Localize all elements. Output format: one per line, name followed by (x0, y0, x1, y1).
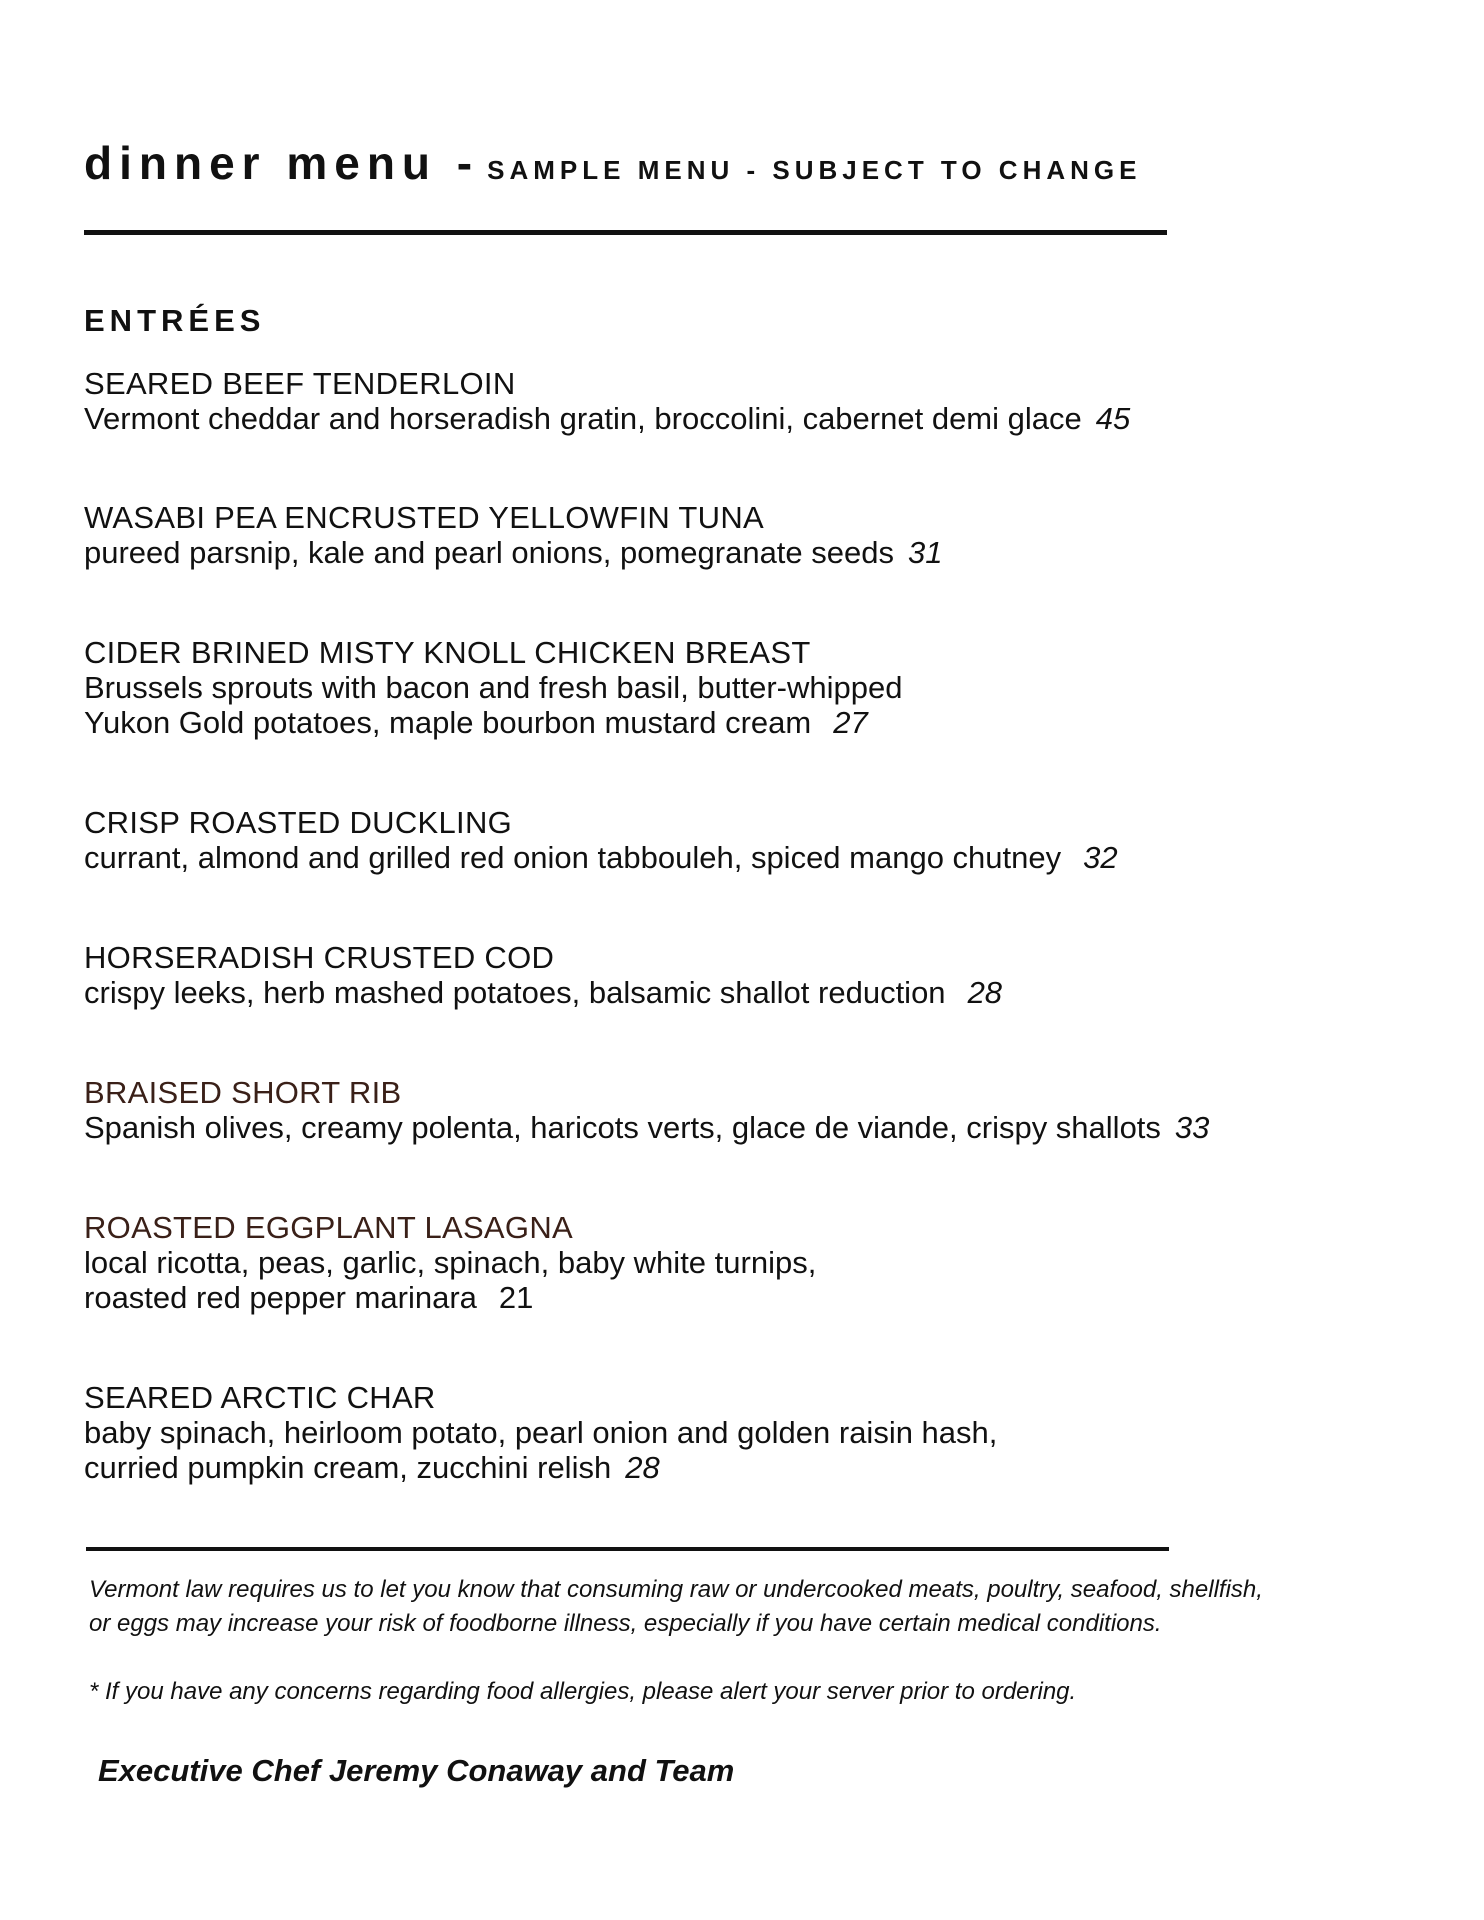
item-description-line2: Yukon Gold potatoes, maple bourbon mustard cream 27 (84, 705, 868, 740)
section-heading: ENTRÉES (84, 303, 266, 338)
law-notice-line1: Vermont law requires us to let you know that consuming raw or undercooked meats, poultry, seafood, shellfish, (89, 1576, 1263, 1603)
menu-item (84, 1210, 816, 1315)
menu-item (84, 1075, 1209, 1145)
item-name: SEARED ARCTIC CHAR (84, 1380, 436, 1415)
item-description: pureed parsnip, kale and pearl onions, pomegranate seeds 31 (84, 535, 943, 570)
item-description: crispy leeks, herb mashed potatoes, balsamic shallot reduction 28 (84, 975, 1003, 1010)
menu-item (84, 366, 1130, 436)
item-price: 27 (833, 705, 868, 740)
item-name: CIDER BRINED MISTY KNOLL CHICKEN BREAST (84, 635, 811, 670)
item-description: Spanish olives, creamy polenta, haricots verts, glace de viande, crispy shallots 33 (84, 1110, 1210, 1145)
menu-item (84, 1380, 997, 1485)
item-description-line2: roasted red pepper marinara 21 (84, 1280, 534, 1315)
item-price: 21 (498, 1280, 534, 1315)
item-description-line1: Brussels sprouts with bacon and fresh basil, butter-whipped (84, 670, 903, 705)
menu-item (84, 635, 903, 740)
chef-credit: Executive Chef Jeremy Conaway and Team (98, 1753, 735, 1788)
item-description-line2: curried pumpkin cream, zucchini relish 28 (84, 1450, 660, 1485)
menu-item (84, 940, 1002, 1010)
page-subtitle: SAMPLE MENU - SUBJECT TO CHANGE (487, 155, 1142, 185)
top-divider (84, 230, 1167, 235)
item-name: SEARED BEEF TENDERLOIN (84, 366, 516, 401)
item-description-line1: local ricotta, peas, garlic, spinach, baby white turnips, (84, 1245, 817, 1280)
item-name: WASABI PEA ENCRUSTED YELLOWFIN TUNA (84, 500, 765, 535)
menu-item (84, 805, 1118, 875)
item-name: HORSERADISH CRUSTED COD (84, 940, 555, 975)
law-notice (89, 1573, 1263, 1641)
law-notice-line2: or eggs may increase your risk of foodborne illness, especially if you have certain medical conditions. (89, 1610, 1162, 1637)
item-price: 32 (1083, 840, 1118, 875)
allergy-notice: * If you have any concerns regarding food allergies, please alert your server prior to ordering. (89, 1678, 1077, 1705)
bottom-divider (86, 1547, 1169, 1551)
item-description: currant, almond and grilled red onion tabbouleh, spiced mango chutney 32 (84, 840, 1118, 875)
item-price: 33 (1174, 1110, 1210, 1145)
item-name: CRISP ROASTED DUCKLING (84, 805, 513, 840)
item-name: ROASTED EGGPLANT LASAGNA (84, 1210, 573, 1245)
item-description: Vermont cheddar and horseradish gratin, broccolini, cabernet demi glace 45 (84, 401, 1131, 436)
page-header (84, 136, 1141, 190)
item-price: 28 (625, 1450, 660, 1485)
item-description-line1: baby spinach, heirloom potato, pearl onion and golden raisin hash, (84, 1415, 998, 1450)
item-name: BRAISED SHORT RIB (84, 1075, 402, 1110)
item-price: 28 (967, 975, 1003, 1010)
item-price: 45 (1095, 401, 1131, 436)
menu-item (84, 500, 942, 570)
item-price: 31 (908, 535, 943, 570)
page-title: dinner menu - (84, 137, 480, 189)
